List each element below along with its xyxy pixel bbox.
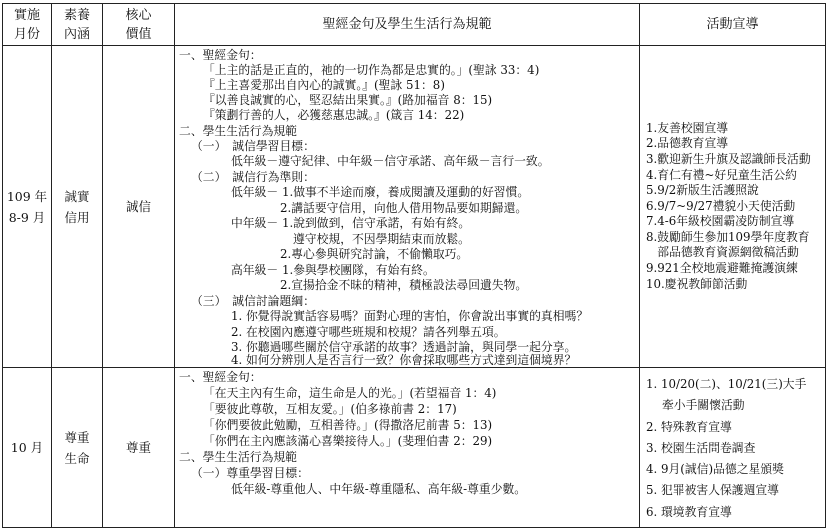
month-line-2: 8-9 月	[8, 209, 46, 225]
month-line-1: 109 年	[6, 188, 48, 204]
header-month-line-2: 月份	[13, 26, 40, 42]
content-line: 低年級－ 1.做事不半途而廢，養成閱讀及運動的好習慣。	[231, 185, 530, 199]
content-line: （二） 誠信行為準則：	[191, 170, 315, 184]
activity-item: 4. 育仁有禮~好兒童生活公約	[646, 167, 797, 182]
table-row-october	[3, 368, 826, 528]
header-value	[103, 4, 175, 46]
content-line: 中年級－ 1.說到做到，信守承諾，有始有終。	[231, 216, 471, 230]
content-line: 1. 你覺得說實話容易嗎？面對心理的害怕，你會說出事實的真相嗎？	[231, 309, 589, 323]
content-line: 4. 如何分辨別人是否言行一致？你會採取哪些方式達到這個境界？	[231, 353, 577, 367]
month-cell: 10 月	[3, 368, 52, 528]
activity-item: 2. 特殊教育宣導	[646, 419, 732, 434]
literacy-cell	[52, 368, 103, 528]
activity-item: 9. 921全校地震避難掩護演練	[646, 261, 798, 276]
literacy-line-2: 信用	[64, 209, 90, 225]
activity-item: 2. 品德教育宣導	[646, 136, 729, 151]
content-line: 『策劃行善的人，必獲慈惠忠誠。』(箴言 14：22)	[203, 108, 465, 122]
activity-item: 1. 友善校園宣導	[646, 120, 729, 135]
content-line: 低年級-尊重他人、中年級-尊重隱私、高年級-尊重少數。	[231, 482, 527, 496]
content-cell	[175, 46, 640, 368]
value-cell: 尊重	[103, 368, 175, 528]
literacy-line-1: 誠實	[64, 188, 90, 204]
content-line: 『以善良誠實的心，堅忍結出果實。』(路加福音 8：15)	[203, 93, 493, 107]
content-line: 2.專心參與研究討論，不偷懶取巧。	[280, 247, 469, 261]
content-line: （三） 誠信討論題綱：	[191, 294, 315, 308]
content-line: 2.宣揚拾金不昧的精神，積極設法尋回遺失物。	[280, 278, 528, 292]
table-row-aug-sep	[3, 46, 826, 368]
activity-item: 1. 10/20(二)、10/21(三)大手	[646, 377, 807, 391]
content-line: 「你們要彼此勉勵，互相善待。」(得撒洛尼前書 5：13)	[203, 418, 493, 432]
activity-item: 6. 9/7~9/27禮貌小天使活動	[646, 198, 796, 213]
literacy-line-2: 生命	[64, 450, 90, 466]
content-line: 二、學生生活行為規範	[179, 450, 297, 464]
activity-item: 6. 環境教育宣導	[646, 504, 732, 519]
content-line: 高年級－ 1.參與學校團隊，有始有終。	[231, 263, 435, 277]
literacy-line-1: 尊重	[64, 429, 90, 445]
content-line: 低年級－遵守紀律、中年級－信守承諾、高年級－言行一致。	[231, 154, 550, 168]
content-line: 「上主的話是正直的，祂的一切作為都是忠實的。」(聖詠 33：4)	[203, 63, 540, 77]
header-row	[3, 4, 826, 46]
month-cell	[3, 46, 52, 368]
activity-item: 5. 犯罪被害人保護週宣導	[646, 483, 779, 498]
activities-cell	[640, 46, 826, 368]
header-literacy	[52, 4, 103, 46]
content-line: 遵守校規，不因學期結束而放鬆。	[293, 232, 470, 246]
header-literacy-line-2: 內涵	[63, 26, 90, 42]
activity-item: 10. 慶祝教師節活動	[646, 276, 748, 291]
activity-item: 7. 4-6年級校園霸凌防制宣導	[646, 214, 795, 229]
content-line: 一、聖經金句：	[179, 48, 262, 62]
literacy-cell	[52, 46, 103, 368]
activity-item: 3. 校園生活問卷調查	[646, 440, 756, 455]
header-month-line-1: 實施	[13, 7, 40, 23]
content-line: 2. 在校園內應遵守哪些班規和校規？請各列舉五項。	[231, 325, 506, 339]
header-content: 聖經金句及學生生活行為規範	[175, 4, 640, 46]
plan-table-container	[2, 3, 825, 519]
content-line: 二、學生生活行為規範	[179, 124, 297, 138]
content-line: 『上主喜愛那出自內心的誠實。』(聖詠 51：8)	[203, 78, 445, 92]
content-line: 「在天主內有生命，這生命是人的光。」(若望福音 1：4)	[203, 386, 497, 400]
activity-item: 4. 9月(誠信)品德之星頒獎	[646, 462, 784, 477]
content-line: （一）尊重學習目標：	[191, 466, 309, 480]
activity-item: 3. 歡迎新生升旗及認識師長活動	[646, 151, 811, 166]
activity-item-continuation: 牽小手關懷活動	[662, 398, 745, 413]
moral-education-plan-table	[2, 3, 826, 528]
activity-item: 8. 鼓勵師生參加109學年度教育部品德教育資源網徵稿活動	[646, 229, 810, 260]
activity-item: 5. 9/2新版生活護照說	[646, 183, 759, 198]
header-activities: 活動宣導	[640, 4, 826, 46]
header-literacy-line-1: 素養	[63, 7, 90, 23]
header-month	[3, 4, 52, 46]
content-cell	[175, 368, 640, 528]
header-value-line-1: 核心	[125, 7, 152, 23]
content-line: 「你們在主內應該滿心喜樂接待人。」(斐理伯書 2：29)	[203, 434, 493, 448]
content-line: 2.講話要守信用，向他人借用物品要如期歸還。	[280, 201, 528, 215]
value-cell: 誠信	[103, 46, 175, 368]
header-value-line-2: 價值	[125, 26, 152, 42]
activities-cell	[640, 368, 826, 528]
content-line: （一） 誠信學習目標：	[191, 139, 315, 153]
content-line: 「要彼此尊敬，互相友愛。」(伯多祿前書 2：17)	[203, 402, 457, 416]
content-line: 3. 你聽過哪些關於信守承諾的故事？透過討論，與同學一起分享。	[231, 340, 577, 354]
content-line: 一、聖經金句：	[179, 370, 262, 384]
